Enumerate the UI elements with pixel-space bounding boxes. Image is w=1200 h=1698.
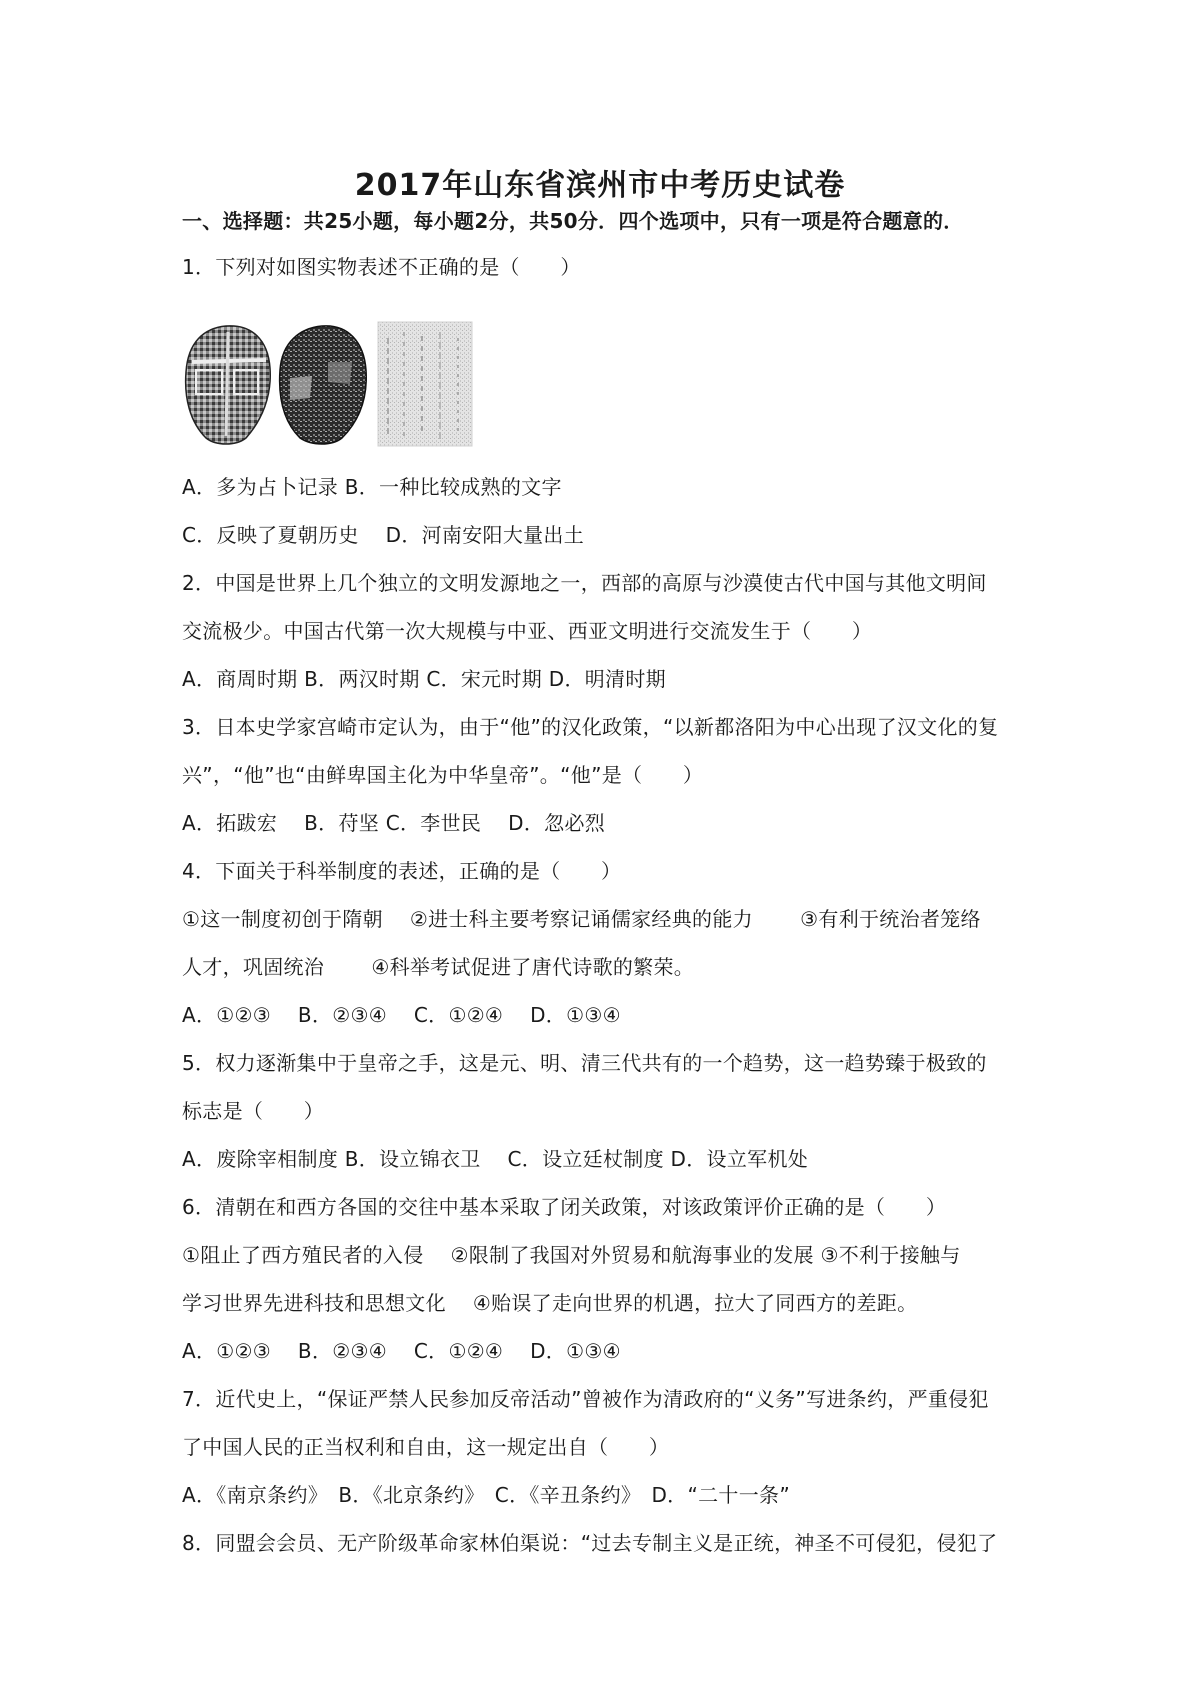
question-5-options: A．废除宰相制度 B．设立锦衣卫 C．设立廷杖制度 D．设立军机处 [182, 1147, 809, 1171]
question-5-stem-line-2: 标志是（ ） [182, 1099, 325, 1123]
question-5-stem-line-1: 5．权力逐渐集中于皇帝之手，这是元、明、清三代共有的一个趋势，这一趋势臻于极致的 [182, 1051, 987, 1075]
section-heading: 一、选择题：共25小题，每小题2分，共50分．四个选项中，只有一项是符合题意的． [182, 209, 964, 233]
question-1-stem: 1．下列对如图实物表述不正确的是（ ） [182, 255, 581, 279]
oracle-bone-image [182, 318, 474, 448]
question-4-options: A．①②③ B．②③④ C．①②④ D．①③④ [182, 1003, 621, 1027]
question-6-statements-line-1: ①阻止了西方殖民者的入侵 ②限制了我国对外贸易和航海事业的发展 ③不利于接触与 [182, 1243, 961, 1267]
question-7-stem-line-1: 7．近代史上，“保证严禁人民参加反帝活动”曾被作为清政府的“义务”写进条约，严重侵犯 [182, 1387, 989, 1411]
question-7-stem-line-2: 了中国人民的正当权利和自由，这一规定出自（ ） [182, 1435, 670, 1459]
question-3-options: A．拓跋宏 B．苻坚 C．李世民 D．忽必烈 [182, 811, 606, 835]
question-6-stem: 6．清朝在和西方各国的交往中基本采取了闭关政策，对该政策评价正确的是（ ） [182, 1195, 947, 1219]
question-6-statements-line-2: 学习世界先进科技和思想文化 ④贻误了走向世界的机遇，拉大了同西方的差距。 [182, 1291, 918, 1315]
question-7-options: A．《南京条约》 B．《北京条约》 C．《辛丑条约》 D．“二十一条” [182, 1483, 790, 1507]
question-2-stem-line-2: 交流极少。中国古代第一次大规模与中亚、西亚文明进行交流发生于（ ） [182, 619, 873, 643]
question-6-options: A．①②③ B．②③④ C．①②④ D．①③④ [182, 1339, 621, 1363]
page-title: 2017年山东省滨州市中考历史试卷 [354, 168, 846, 203]
question-2-options: A．商周时期 B．两汉时期 C．宋元时期 D．明清时期 [182, 667, 666, 691]
question-2-stem-line-1: 2．中国是世界上几个独立的文明发源地之一，西部的高原与沙漠使古代中国与其他文明间 [182, 571, 987, 595]
question-4-stem: 4．下面关于科举制度的表述，正确的是（ ） [182, 859, 622, 883]
question-4-statements-line-2: 人才，巩固统治 ④科举考试促进了唐代诗歌的繁荣。 [182, 955, 695, 979]
question-3-stem-line-1: 3．日本史学家宫崎市定认为，由于“他”的汉化政策，“以新都洛阳为中心出现了汉文化的复 [182, 715, 999, 739]
question-1-options-cd: C．反映了夏朝历史 D．河南安阳大量出土 [182, 523, 585, 547]
question-1-options-ab: A．多为占卜记录 B．一种比较成熟的文字 [182, 475, 562, 499]
question-4-statements-line-1: ①这一制度初创于隋朝 ②进士科主要考察记诵儒家经典的能力 ③有利于统治者笼络 [182, 907, 981, 931]
question-3-stem-line-2: 兴”，“他”也“由鲜卑国主化为中华皇帝”。“他”是（ ） [182, 763, 704, 787]
question-8-stem-line-1: 8．同盟会会员、无产阶级革命家林伯渠说：“过去专制主义是正统，神圣不可侵犯，侵犯了 [182, 1531, 998, 1555]
